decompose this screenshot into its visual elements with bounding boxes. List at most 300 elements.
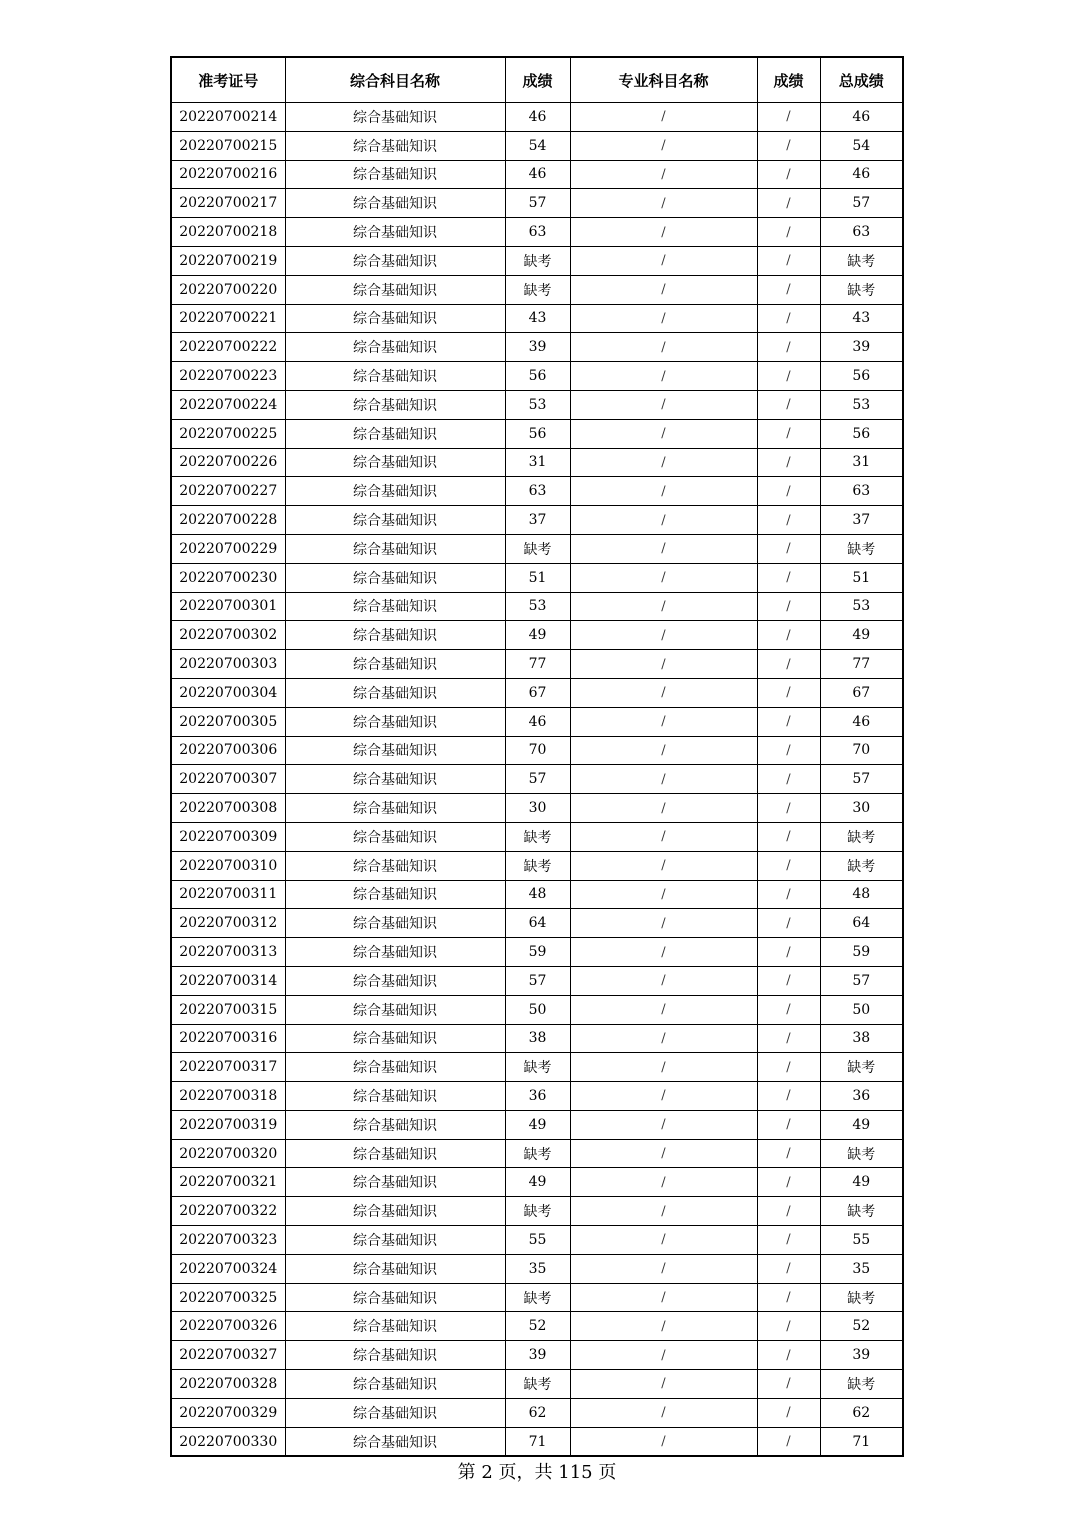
major-subject-cell: / — [570, 1283, 757, 1312]
major-score-cell: / — [757, 534, 820, 563]
general-score-cell: 57 — [505, 189, 570, 218]
general-score-cell: 缺考 — [505, 851, 570, 880]
table-row — [171, 938, 903, 967]
total-score-cell: 62 — [820, 1398, 903, 1427]
major-score-cell: / — [757, 419, 820, 448]
general-score-cell: 43 — [505, 304, 570, 333]
general-subject-cell: 综合基础知识 — [285, 419, 505, 448]
total-score-cell: 37 — [820, 506, 903, 535]
general-score-cell: 缺考 — [505, 1139, 570, 1168]
major-score-cell: / — [757, 995, 820, 1024]
total-score-cell: 71 — [820, 1427, 903, 1456]
table-row — [171, 678, 903, 707]
general-subject-cell: 综合基础知识 — [285, 765, 505, 794]
major-subject-cell: / — [570, 275, 757, 304]
major-score-cell: / — [757, 160, 820, 189]
total-score-cell: 67 — [820, 678, 903, 707]
total-score-cell: 64 — [820, 909, 903, 938]
table-row — [171, 851, 903, 880]
exam-id-cell: 20220700316 — [171, 1024, 285, 1053]
total-score-cell: 55 — [820, 1226, 903, 1255]
table-row — [171, 1110, 903, 1139]
general-score-cell: 77 — [505, 650, 570, 679]
general-score-cell: 62 — [505, 1398, 570, 1427]
major-score-cell: / — [757, 851, 820, 880]
table-row — [171, 362, 903, 391]
major-subject-cell: / — [570, 678, 757, 707]
total-score-cell: 57 — [820, 765, 903, 794]
exam-id-cell: 20220700326 — [171, 1312, 285, 1341]
exam-id-cell: 20220700317 — [171, 1053, 285, 1082]
general-subject-cell: 综合基础知识 — [285, 592, 505, 621]
total-score-cell: 缺考 — [820, 822, 903, 851]
table-row — [171, 218, 903, 247]
exam-id-cell: 20220700302 — [171, 621, 285, 650]
exam-id-cell: 20220700310 — [171, 851, 285, 880]
total-score-cell: 49 — [820, 1110, 903, 1139]
major-score-cell: / — [757, 1312, 820, 1341]
table-row — [171, 390, 903, 419]
total-score-cell: 38 — [820, 1024, 903, 1053]
major-subject-cell: / — [570, 1370, 757, 1399]
general-score-cell: 缺考 — [505, 534, 570, 563]
exam-id-cell: 20220700309 — [171, 822, 285, 851]
general-score-cell: 53 — [505, 592, 570, 621]
exam-id-cell: 20220700307 — [171, 765, 285, 794]
general-score-cell: 缺考 — [505, 275, 570, 304]
general-subject-cell: 综合基础知识 — [285, 390, 505, 419]
total-score-cell: 50 — [820, 995, 903, 1024]
total-score-cell: 43 — [820, 304, 903, 333]
major-score-cell: / — [757, 362, 820, 391]
major-subject-cell: / — [570, 189, 757, 218]
table-row — [171, 765, 903, 794]
total-score-cell: 70 — [820, 736, 903, 765]
table-row — [171, 275, 903, 304]
total-score-cell: 缺考 — [820, 1053, 903, 1082]
exam-id-cell: 20220700214 — [171, 103, 285, 132]
exam-id-cell: 20220700218 — [171, 218, 285, 247]
exam-id-cell: 20220700217 — [171, 189, 285, 218]
general-subject-cell: 综合基础知识 — [285, 218, 505, 247]
total-score-cell: 53 — [820, 390, 903, 419]
table-row — [171, 621, 903, 650]
major-subject-cell: / — [570, 794, 757, 823]
exam-id-cell: 20220700323 — [171, 1226, 285, 1255]
exam-id-cell: 20220700215 — [171, 131, 285, 160]
table-row — [171, 1312, 903, 1341]
major-score-cell: / — [757, 390, 820, 419]
general-subject-cell: 综合基础知识 — [285, 189, 505, 218]
major-score-cell: / — [757, 333, 820, 362]
exam-id-cell: 20220700219 — [171, 246, 285, 275]
exam-id-cell: 20220700324 — [171, 1254, 285, 1283]
general-subject-cell: 综合基础知识 — [285, 707, 505, 736]
general-score-cell: 37 — [505, 506, 570, 535]
exam-id-cell: 20220700306 — [171, 736, 285, 765]
total-score-cell: 48 — [820, 880, 903, 909]
major-score-cell: / — [757, 1427, 820, 1456]
major-score-cell: / — [757, 621, 820, 650]
exam-id-cell: 20220700314 — [171, 966, 285, 995]
table-row — [171, 592, 903, 621]
general-subject-cell: 综合基础知识 — [285, 1283, 505, 1312]
general-score-cell: 56 — [505, 362, 570, 391]
table-row — [171, 333, 903, 362]
general-score-cell: 59 — [505, 938, 570, 967]
general-subject-cell: 综合基础知识 — [285, 995, 505, 1024]
exam-id-cell: 20220700221 — [171, 304, 285, 333]
total-score-cell: 缺考 — [820, 1283, 903, 1312]
table-row — [171, 534, 903, 563]
major-subject-cell: / — [570, 1082, 757, 1111]
major-subject-cell: / — [570, 1312, 757, 1341]
general-subject-cell: 综合基础知识 — [285, 822, 505, 851]
general-subject-cell: 综合基础知识 — [285, 1168, 505, 1197]
total-score-cell: 35 — [820, 1254, 903, 1283]
general-subject-cell: 综合基础知识 — [285, 1226, 505, 1255]
exam-id-cell: 20220700228 — [171, 506, 285, 535]
total-score-cell: 77 — [820, 650, 903, 679]
major-score-cell: / — [757, 822, 820, 851]
major-subject-cell: / — [570, 131, 757, 160]
table-row — [171, 160, 903, 189]
general-score-cell: 缺考 — [505, 1370, 570, 1399]
exam-id-cell: 20220700301 — [171, 592, 285, 621]
total-score-cell: 49 — [820, 1168, 903, 1197]
general-score-cell: 63 — [505, 218, 570, 247]
exam-id-cell: 20220700223 — [171, 362, 285, 391]
total-score-cell: 49 — [820, 621, 903, 650]
general-subject-cell: 综合基础知识 — [285, 160, 505, 189]
table-row — [171, 1168, 903, 1197]
table-row — [171, 1197, 903, 1226]
general-subject-cell: 综合基础知识 — [285, 621, 505, 650]
total-score-cell: 缺考 — [820, 1139, 903, 1168]
exam-id-cell: 20220700305 — [171, 707, 285, 736]
table-row — [171, 880, 903, 909]
general-subject-cell: 综合基础知识 — [285, 1341, 505, 1370]
general-score-cell: 70 — [505, 736, 570, 765]
table-row — [171, 506, 903, 535]
total-score-cell: 缺考 — [820, 851, 903, 880]
major-subject-cell: / — [570, 1197, 757, 1226]
exam-id-cell: 20220700311 — [171, 880, 285, 909]
general-score-cell: 64 — [505, 909, 570, 938]
major-subject-cell: / — [570, 1024, 757, 1053]
exam-id-cell: 20220700222 — [171, 333, 285, 362]
table-row — [171, 1139, 903, 1168]
major-score-cell: / — [757, 1139, 820, 1168]
major-score-cell: / — [757, 880, 820, 909]
general-subject-cell: 综合基础知识 — [285, 880, 505, 909]
total-score-cell: 36 — [820, 1082, 903, 1111]
general-score-cell: 缺考 — [505, 822, 570, 851]
major-score-cell: / — [757, 304, 820, 333]
major-subject-cell: / — [570, 333, 757, 362]
table-row — [171, 477, 903, 506]
exam-id-cell: 20220700313 — [171, 938, 285, 967]
general-subject-cell: 综合基础知识 — [285, 1254, 505, 1283]
table-row — [171, 1226, 903, 1255]
header-general-subject: 综合科目名称 — [285, 57, 505, 103]
general-subject-cell: 综合基础知识 — [285, 851, 505, 880]
score-table — [170, 56, 904, 1457]
total-score-cell: 54 — [820, 131, 903, 160]
general-subject-cell: 综合基础知识 — [285, 103, 505, 132]
page-footer: 第 2 页，共 115 页 — [457, 1462, 617, 1483]
major-subject-cell: / — [570, 1341, 757, 1370]
major-subject-cell: / — [570, 707, 757, 736]
major-subject-cell: / — [570, 1139, 757, 1168]
exam-id-cell: 20220700308 — [171, 794, 285, 823]
table-row — [171, 448, 903, 477]
general-score-cell: 30 — [505, 794, 570, 823]
major-subject-cell: / — [570, 966, 757, 995]
header-total-score: 总成绩 — [820, 57, 903, 103]
total-score-cell: 56 — [820, 362, 903, 391]
table-row — [171, 189, 903, 218]
total-score-cell: 39 — [820, 1341, 903, 1370]
exam-id-cell: 20220700322 — [171, 1197, 285, 1226]
major-score-cell: / — [757, 1197, 820, 1226]
general-score-cell: 55 — [505, 1226, 570, 1255]
major-subject-cell: / — [570, 419, 757, 448]
major-score-cell: / — [757, 938, 820, 967]
exam-id-cell: 20220700330 — [171, 1427, 285, 1456]
general-score-cell: 缺考 — [505, 1053, 570, 1082]
total-score-cell: 51 — [820, 563, 903, 592]
major-subject-cell: / — [570, 534, 757, 563]
major-subject-cell: / — [570, 736, 757, 765]
exam-id-cell: 20220700303 — [171, 650, 285, 679]
major-subject-cell: / — [570, 1254, 757, 1283]
general-score-cell: 67 — [505, 678, 570, 707]
exam-id-cell: 20220700327 — [171, 1341, 285, 1370]
general-subject-cell: 综合基础知识 — [285, 909, 505, 938]
general-score-cell: 46 — [505, 160, 570, 189]
total-score-cell: 57 — [820, 189, 903, 218]
major-score-cell: / — [757, 1370, 820, 1399]
major-score-cell: / — [757, 1053, 820, 1082]
general-subject-cell: 综合基础知识 — [285, 246, 505, 275]
exam-id-cell: 20220700328 — [171, 1370, 285, 1399]
table-row — [171, 131, 903, 160]
general-score-cell: 31 — [505, 448, 570, 477]
major-subject-cell: / — [570, 621, 757, 650]
major-subject-cell: / — [570, 1398, 757, 1427]
general-score-cell: 49 — [505, 1168, 570, 1197]
major-score-cell: / — [757, 592, 820, 621]
major-score-cell: / — [757, 678, 820, 707]
general-score-cell: 36 — [505, 1082, 570, 1111]
general-score-cell: 39 — [505, 1341, 570, 1370]
general-score-cell: 46 — [505, 103, 570, 132]
total-score-cell: 57 — [820, 966, 903, 995]
exam-id-cell: 20220700227 — [171, 477, 285, 506]
major-score-cell: / — [757, 246, 820, 275]
general-score-cell: 49 — [505, 621, 570, 650]
table-row — [171, 1427, 903, 1456]
major-score-cell: / — [757, 736, 820, 765]
major-subject-cell: / — [570, 362, 757, 391]
exam-id-cell: 20220700318 — [171, 1082, 285, 1111]
general-subject-cell: 综合基础知识 — [285, 1053, 505, 1082]
general-score-cell: 39 — [505, 333, 570, 362]
general-subject-cell: 综合基础知识 — [285, 1370, 505, 1399]
total-score-cell: 39 — [820, 333, 903, 362]
total-score-cell: 缺考 — [820, 1197, 903, 1226]
major-subject-cell: / — [570, 1226, 757, 1255]
general-score-cell: 50 — [505, 995, 570, 1024]
major-score-cell: / — [757, 1398, 820, 1427]
general-score-cell: 56 — [505, 419, 570, 448]
general-score-cell: 46 — [505, 707, 570, 736]
table-row — [171, 736, 903, 765]
table-row — [171, 1398, 903, 1427]
exam-id-cell: 20220700319 — [171, 1110, 285, 1139]
major-subject-cell: / — [570, 592, 757, 621]
table-row — [171, 1341, 903, 1370]
general-score-cell: 63 — [505, 477, 570, 506]
table-row — [171, 794, 903, 823]
major-subject-cell: / — [570, 506, 757, 535]
major-subject-cell: / — [570, 218, 757, 247]
general-subject-cell: 综合基础知识 — [285, 966, 505, 995]
exam-id-cell: 20220700220 — [171, 275, 285, 304]
total-score-cell: 53 — [820, 592, 903, 621]
table-row — [171, 909, 903, 938]
table-row — [171, 563, 903, 592]
major-score-cell: / — [757, 1341, 820, 1370]
major-score-cell: / — [757, 707, 820, 736]
table-row — [171, 650, 903, 679]
exam-id-cell: 20220700304 — [171, 678, 285, 707]
major-subject-cell: / — [570, 103, 757, 132]
table-row — [171, 1370, 903, 1399]
general-subject-cell: 综合基础知识 — [285, 794, 505, 823]
exam-id-cell: 20220700224 — [171, 390, 285, 419]
general-subject-cell: 综合基础知识 — [285, 1398, 505, 1427]
general-score-cell: 48 — [505, 880, 570, 909]
table-row — [171, 1024, 903, 1053]
total-score-cell: 31 — [820, 448, 903, 477]
table-row — [171, 419, 903, 448]
general-score-cell: 缺考 — [505, 1197, 570, 1226]
exam-id-cell: 20220700312 — [171, 909, 285, 938]
major-score-cell: / — [757, 909, 820, 938]
major-score-cell: / — [757, 563, 820, 592]
general-subject-cell: 综合基础知识 — [285, 938, 505, 967]
major-subject-cell: / — [570, 448, 757, 477]
major-subject-cell: / — [570, 765, 757, 794]
exam-id-cell: 20220700321 — [171, 1168, 285, 1197]
general-score-cell: 缺考 — [505, 1283, 570, 1312]
exam-id-cell: 20220700320 — [171, 1139, 285, 1168]
major-subject-cell: / — [570, 1053, 757, 1082]
general-score-cell: 52 — [505, 1312, 570, 1341]
header-major-score: 成绩 — [757, 57, 820, 103]
exam-id-cell: 20220700229 — [171, 534, 285, 563]
table-row — [171, 1283, 903, 1312]
general-score-cell: 53 — [505, 390, 570, 419]
major-score-cell: / — [757, 1082, 820, 1111]
major-subject-cell: / — [570, 1110, 757, 1139]
exam-id-cell: 20220700216 — [171, 160, 285, 189]
major-subject-cell: / — [570, 851, 757, 880]
major-score-cell: / — [757, 1226, 820, 1255]
exam-id-cell: 20220700325 — [171, 1283, 285, 1312]
major-subject-cell: / — [570, 477, 757, 506]
total-score-cell: 缺考 — [820, 534, 903, 563]
table-row — [171, 995, 903, 1024]
major-score-cell: / — [757, 966, 820, 995]
major-score-cell: / — [757, 765, 820, 794]
general-subject-cell: 综合基础知识 — [285, 333, 505, 362]
total-score-cell: 63 — [820, 477, 903, 506]
major-subject-cell: / — [570, 650, 757, 679]
general-score-cell: 57 — [505, 765, 570, 794]
total-score-cell: 缺考 — [820, 275, 903, 304]
major-subject-cell: / — [570, 390, 757, 419]
general-score-cell: 54 — [505, 131, 570, 160]
total-score-cell: 52 — [820, 1312, 903, 1341]
general-subject-cell: 综合基础知识 — [285, 736, 505, 765]
major-subject-cell: / — [570, 822, 757, 851]
total-score-cell: 63 — [820, 218, 903, 247]
major-score-cell: / — [757, 794, 820, 823]
table-row — [171, 707, 903, 736]
general-subject-cell: 综合基础知识 — [285, 1197, 505, 1226]
major-score-cell: / — [757, 189, 820, 218]
major-score-cell: / — [757, 448, 820, 477]
table-row — [171, 246, 903, 275]
table-row — [171, 304, 903, 333]
general-score-cell: 38 — [505, 1024, 570, 1053]
table-header-row — [171, 57, 903, 103]
total-score-cell: 59 — [820, 938, 903, 967]
table-row — [171, 1082, 903, 1111]
major-score-cell: / — [757, 1024, 820, 1053]
total-score-cell: 46 — [820, 160, 903, 189]
total-score-cell: 缺考 — [820, 1370, 903, 1399]
general-score-cell: 35 — [505, 1254, 570, 1283]
general-score-cell: 49 — [505, 1110, 570, 1139]
total-score-cell: 缺考 — [820, 246, 903, 275]
table-row — [171, 966, 903, 995]
general-subject-cell: 综合基础知识 — [285, 678, 505, 707]
general-subject-cell: 综合基础知识 — [285, 477, 505, 506]
total-score-cell: 46 — [820, 103, 903, 132]
general-subject-cell: 综合基础知识 — [285, 1082, 505, 1111]
general-subject-cell: 综合基础知识 — [285, 506, 505, 535]
general-subject-cell: 综合基础知识 — [285, 1110, 505, 1139]
major-score-cell: / — [757, 218, 820, 247]
total-score-cell: 46 — [820, 707, 903, 736]
total-score-cell: 30 — [820, 794, 903, 823]
general-score-cell: 51 — [505, 563, 570, 592]
major-score-cell: / — [757, 103, 820, 132]
exam-id-cell: 20220700226 — [171, 448, 285, 477]
major-subject-cell: / — [570, 1427, 757, 1456]
table-row — [171, 1053, 903, 1082]
major-subject-cell: / — [570, 995, 757, 1024]
general-subject-cell: 综合基础知识 — [285, 304, 505, 333]
major-score-cell: / — [757, 506, 820, 535]
major-score-cell: / — [757, 477, 820, 506]
header-exam-id: 准考证号 — [171, 57, 285, 103]
major-subject-cell: / — [570, 563, 757, 592]
